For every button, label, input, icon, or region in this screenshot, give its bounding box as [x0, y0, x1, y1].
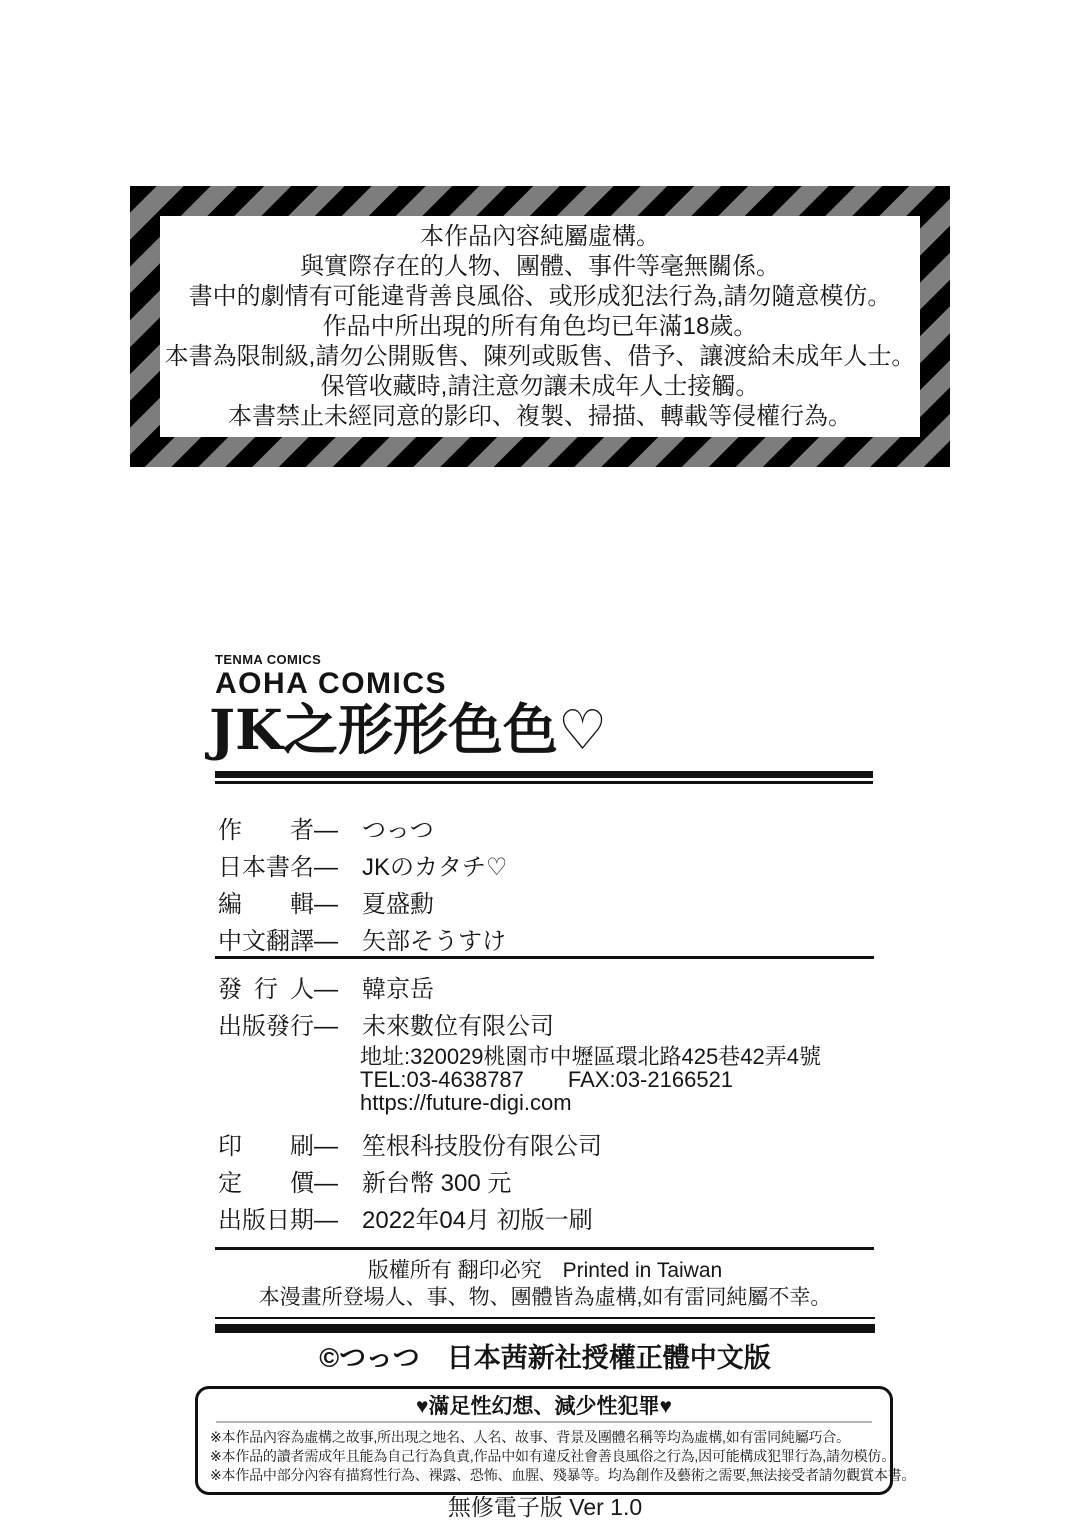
publishing-label: 發行人 [218, 976, 314, 1003]
notice-box [195, 1386, 916, 1495]
label-dash: — [314, 1133, 338, 1160]
credits-list [218, 812, 508, 960]
bottom-double-divider [215, 1317, 875, 1333]
section-divider [215, 956, 874, 959]
publishing-value: 未來數位有限公司 [362, 1013, 554, 1040]
edition-version: 無修電子版 Ver 1.0 [447, 1494, 643, 1520]
credit-label: 作者 [218, 817, 314, 844]
divider-bar-thick [215, 1324, 875, 1333]
credit-row-japanese-title [218, 849, 508, 886]
label-dash: — [314, 891, 338, 918]
warning-line: 本書為限制級,請勿公開販售、陳列或販售、借予、讓渡給未成年人士。 [164, 342, 916, 370]
spacer [218, 1114, 821, 1128]
credit-value: 夏盛勳 [362, 891, 434, 918]
divider-bar-thin [215, 1317, 875, 1319]
book-title: JK之形形色色♡ [209, 697, 608, 762]
publisher-brand [215, 652, 447, 701]
warning-line: 保管收藏時,請注意勿讓未成年人士接觸。 [320, 372, 760, 400]
credit-value: 矢部そうすけ [362, 928, 506, 955]
credit-label: 日本書名 [218, 854, 314, 881]
publishing-row-publish-date [218, 1202, 821, 1239]
notice-box-separator [216, 1421, 872, 1423]
label-dash: — [314, 1207, 338, 1234]
publishing-value: 2022年04月 初版一刷 [362, 1207, 593, 1234]
publishing-label: 定價 [218, 1170, 314, 1197]
publishing-row-issuer [218, 971, 821, 1008]
warning-line: 書中的劇情有可能違背善良風俗、或形成犯法行為,請勿隨意模仿。 [188, 282, 892, 310]
warning-line: 本書禁止未經同意的影印、複製、掃描、轉載等侵權行為。 [228, 402, 852, 430]
publisher-contact-details [360, 1045, 821, 1114]
publishing-value: 韓京岳 [362, 976, 434, 1003]
notice-note: ※本作品的讀者需成年且能為自己行為負責,作品中如有違反社會善良風俗之行為,因可能構成犯罪行為,請勿模仿。 [210, 1448, 895, 1464]
publisher-website: https://future-digi.com [360, 1090, 572, 1115]
credit-row-editor [218, 886, 508, 923]
disclaimer-line: 本漫畫所登場人、事、物、團體皆為虛構,如有雷同純屬不幸。 [258, 1286, 832, 1309]
publishing-label: 出版日期 [218, 1207, 314, 1234]
content-warning-box [130, 186, 950, 467]
notice-box-title: ♥滿足性幻想、減少性犯罪♥ [416, 1395, 672, 1418]
label-dash: — [314, 1013, 338, 1040]
notice-note: ※本作品內容為虛構之故事,所出現之地名、人名、故事、背景及團體名稱等均為虛構,如有雷同純屬巧合。 [210, 1429, 850, 1445]
publisher-tel-fax: TEL:03-4638787 FAX:03-2166521 [360, 1067, 734, 1092]
title-divider-bar-thick [215, 771, 873, 778]
title-divider [215, 771, 873, 784]
label-dash: — [314, 1170, 338, 1197]
credit-row-author [218, 812, 508, 849]
label-dash: — [314, 817, 338, 844]
title-divider-bar-thin [215, 781, 873, 784]
publisher-address: 地址:320029桃園市中壢區環北路425巷42弄4號 [360, 1044, 821, 1069]
imprint-name-large: AOHA COMICS [215, 667, 448, 700]
publishing-list [218, 971, 821, 1239]
copyright-block [215, 1257, 875, 1311]
publishing-label: 出版發行 [218, 1013, 314, 1040]
copyright-line: 版權所有 翻印必究 Printed in Taiwan [367, 1259, 723, 1282]
warning-line: 本作品內容純屬虛構。 [420, 222, 660, 250]
license-line: ©つっつ 日本茜新社授權正體中文版 [319, 1343, 771, 1373]
publishing-row-publisher [218, 1008, 821, 1045]
credit-label: 編輯 [218, 891, 314, 918]
publishing-value: 新台幣 300 元 [362, 1170, 512, 1197]
label-dash: — [314, 928, 338, 955]
imprint-name-small: TENMA COMICS [215, 652, 322, 667]
publishing-value: 笙根科技股份有限公司 [362, 1133, 602, 1160]
warning-line: 作品中所出現的所有角色均已年滿18歲。 [322, 312, 758, 340]
warning-line: 與實際存在的人物、團體、事件等毫無關係。 [300, 252, 780, 280]
notice-note: ※本作品中部分內容有描寫性行為、裸露、恐怖、血腥、殘暴等。均為創作及藝術之需要,無法接受者請勿觀賞本書。 [210, 1467, 916, 1483]
section-divider [215, 1247, 874, 1250]
credit-row-translator [218, 923, 508, 960]
publishing-label: 印刷 [218, 1133, 314, 1160]
credit-label: 中文翻譯 [218, 928, 314, 955]
content-warning-inner [160, 216, 920, 437]
credit-value: つっつ [362, 817, 434, 844]
label-dash: — [314, 854, 338, 881]
label-dash: — [314, 976, 338, 1003]
publishing-row-price [218, 1165, 821, 1202]
credit-value: JKのカタチ♡ [362, 854, 508, 881]
publishing-row-printer [218, 1128, 821, 1165]
